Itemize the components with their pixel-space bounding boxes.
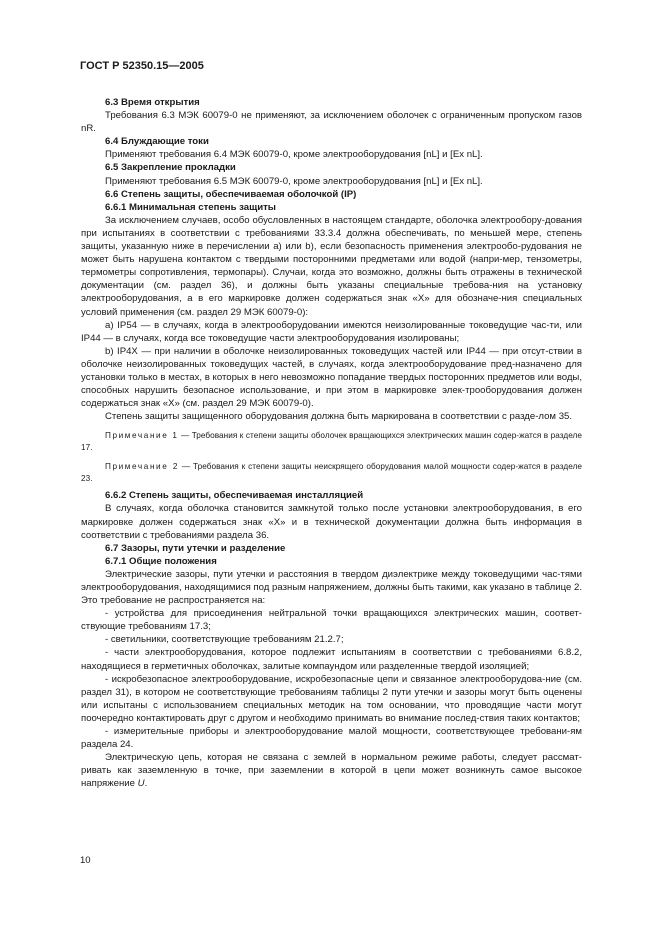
section-6-6-heading: 6.6 Степень защиты, обеспечиваемая оболочкой (IP) <box>105 188 357 200</box>
document-body <box>81 96 582 791</box>
section-6-6-2-heading: 6.6.2 Степень защиты, обеспечиваемая инсталляцией <box>105 490 364 502</box>
list-item: - устройства для присоединения нейтральной точки вращающихся электрических машин, соответ-ствующие требованиям 17.3; <box>81 608 582 633</box>
section-6-3-text: Требования 6.3 МЭК 60079-0 не применяют, за исключением оболочек с ограниченным пропуском газов nR. <box>81 110 582 135</box>
note-1 <box>81 430 582 454</box>
section-6-5-heading: 6.5 Закрепление прокладки <box>105 162 236 174</box>
standard-header: ГОСТ Р 52350.15—2005 <box>80 60 204 72</box>
list-item: - части электрооборудования, которое подлежит испытаниям в соответствии с требованиями 6.8.2, находящиеся в герметичных оболочках, залитые компаундом или разделенные твердой изоляцией; <box>81 647 582 672</box>
section-6-4-heading: 6.4 Блуждающие токи <box>105 136 209 148</box>
page-number: 10 <box>80 855 91 866</box>
grounding-text-start: Электрическую цепь, которая не связана с землей в нормальном режиме работы, следует рассмат-ривать как заземленную в точке, при заземлении в которой в цепи может возникнуть самое высокое напряжение <box>81 752 582 790</box>
section-6-4-text: Применяют требования 6.4 МЭК 60079-0, кроме электрооборудования [nL] и [Ex nL]. <box>105 149 483 161</box>
section-6-6-2-text: В случаях, когда оболочка становится замкнутой только после установки электрооборудования, в его маркировке должен содержаться знак «X» и в технической документации должна быть информация в соответствии с требованиями раздела 36. <box>81 503 582 541</box>
list-item: - светильники, соответствующие требованиям 21.2.7; <box>105 634 344 646</box>
section-6-5-text: Применяют требования 6.5 МЭК 60079-0, кроме электрооборудования [nL] и [Ex nL]. <box>105 175 483 187</box>
note-2 <box>81 461 582 485</box>
list-item: - искробезопасное электрооборудование, искробезопасные цепи и связанное электрооборудова-ние (см. раздел 31), в котором не соответствующие требованиям таблицы 2 пути утечки и зазоры могут быть оценены или испытаны с использованием специальных методик на том основании, что проводящие части могут поочередно контактировать друг с другом и необходимо принимать во внимание послед-ствия таких контактов; <box>81 673 582 724</box>
note-2-label: Примечание 2 <box>105 462 179 472</box>
voltage-symbol: U <box>137 778 145 790</box>
section-6-6-1-heading: 6.6.1 Минимальная степень защиты <box>105 201 276 213</box>
section-6-7-1-paragraph: Электрические зазоры, пути утечки и расстояния в твердом диэлектрике между токоведущими час-тями электрооборудования, находящимися под разным напряжением, должны быть такими, как указано в таблице 2. Это требование не распространяется на: <box>81 568 582 607</box>
note-2-text: — Требования к степени защиты неискрящего оборудования малой мощности содер-жатся в разделе 23. <box>81 462 583 484</box>
grounding-text-end: . <box>144 778 148 790</box>
section-6-3-heading: 6.3 Время открытия <box>105 97 200 108</box>
section-6-6-1-marking-text: Степень защиты защищенного оборудования должна быть маркирована в соответствии с разде-лом 35. <box>105 411 573 423</box>
list-item-b: b) IP4X — при наличии в оболочке неизолированных токоведущих частей или IP44 — при отсут-ствии в оболочке неизолированных токоведущих частей, в случаях, когда электрооборудование пред-назначено для установки только в местах, в которых в него невозможно попадание твердых посторонних предметов или воды, способных нарушить безопасное использование, и при этом в маркировке элек-трооборудования должен содержаться знак «X» (см. раздел 29 МЭК 60079-0). <box>81 345 582 410</box>
section-6-7-1-grounding-text <box>81 751 582 790</box>
section-6-6-1-paragraph: За исключением случаев, особо обусловленных в настоящем стандарте, оболочка электрообору-дования при испытаниях в соответствии с требованиями 33.3.4 должна обеспечивать, по меньшей мере, степень защиты, указанную ниже в перечислении а) или b), если безопасность применения электрообо-рудования не может быть нарушена контактом с твердыми посторонними предметами или водой (напри-мер, тензометры, термометры сопротивления, термопары). Случаи, когда это возможно, должны быть отражены в технической документации (см. раздел 36), и должны быть указаны специальные требова-ния на установку электрооборудования, а в его маркировке должен содержаться знак «X» для обозначе-ния специальных условий применения (см. раздел 29 МЭК 60079-0): <box>81 214 582 318</box>
note-1-label: Примечание 1 <box>105 431 179 441</box>
list-item: - измерительные приборы и электрооборудование малой мощности, соответствующее требовани-ям раздела 24. <box>81 726 582 751</box>
section-6-7-heading: 6.7 Зазоры, пути утечки и разделение <box>105 542 286 554</box>
note-1-text: — Требования к степени защиты оболочек вращающихся электрических машин содер-жатся в разделе 17. <box>81 431 582 453</box>
list-item-a: а) IP54 — в случаях, когда в электрооборудовании имеются неизолированные токоведущие час-ти, или IP44 — в случаях, когда все токоведущие части электрооборудования изолированы; <box>81 319 582 344</box>
section-6-7-1-heading: 6.7.1 Общие положения <box>105 555 217 567</box>
